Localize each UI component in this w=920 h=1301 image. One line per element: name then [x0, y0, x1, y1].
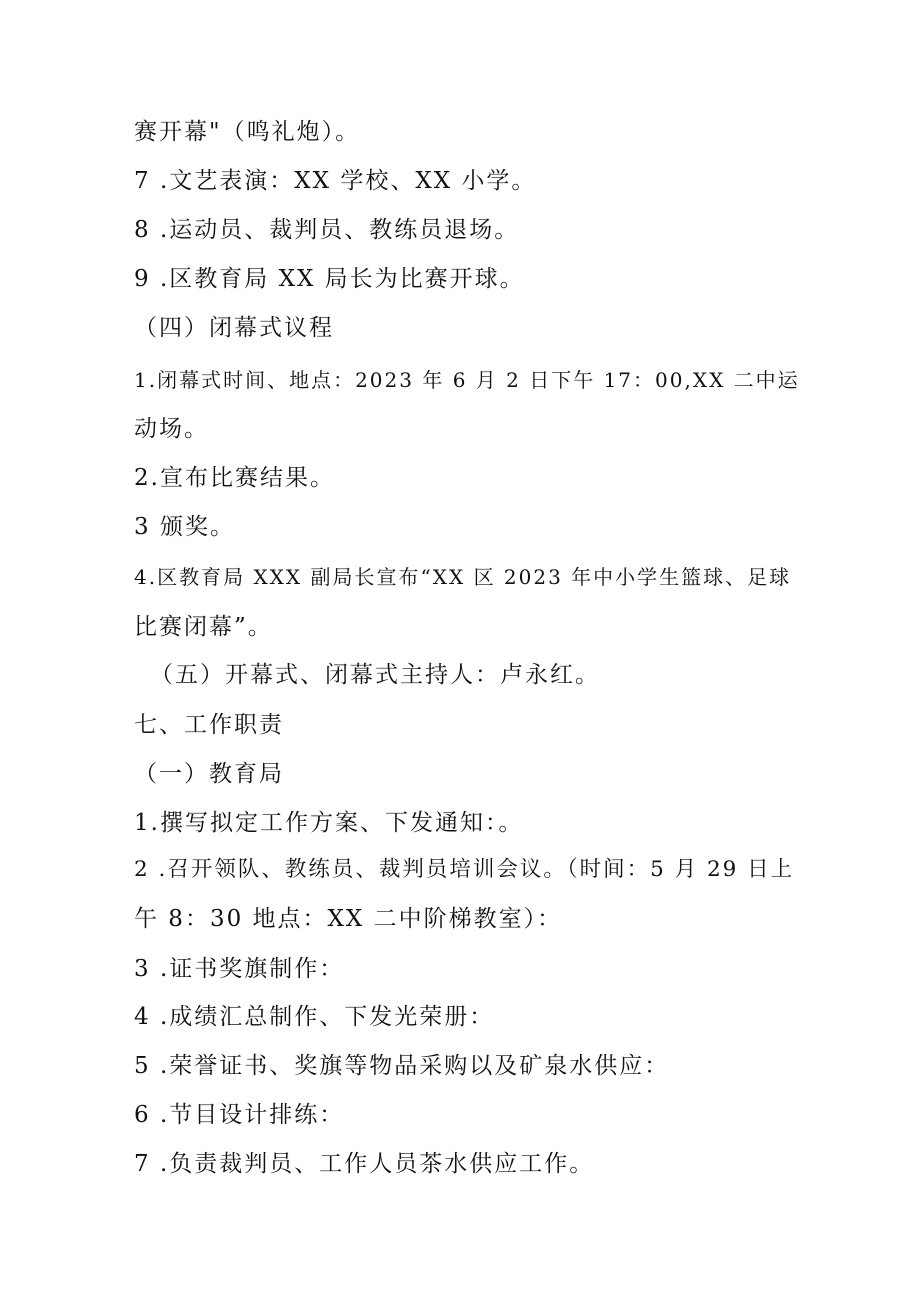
- text-line: 6 .节目设计排练：: [134, 1102, 345, 1128]
- text-line: 8 .运动员、裁判员、教练员退场。: [134, 217, 520, 243]
- section-heading: （五）开幕式、闭幕式主持人：卢永红。: [150, 662, 600, 688]
- text-line: 4.区教育局 XXX 副局长宣布“XX 区 2023 年中小学生篮球、足球: [134, 565, 792, 589]
- text-line: 2 .召开领队、教练员、裁判员培训会议。（时间：5 月 29 日上: [134, 857, 795, 882]
- text-line: 1.撰写拟定工作方案、下发通知：。: [134, 810, 524, 836]
- text-line: 3 颁奖。: [134, 514, 235, 540]
- text-line: 午 8：30 地点：XX 二中阶梯教室）：: [134, 906, 563, 932]
- text-line: 动场。: [134, 416, 209, 442]
- text-line: 5 .荣誉证书、奖旗等物品采购以及矿泉水供应：: [134, 1053, 670, 1079]
- section-heading: （四）闭幕式议程: [134, 315, 334, 341]
- text-line: 2.宣布比赛结果。: [134, 465, 335, 491]
- text-line: 3 .证书奖旗制作：: [134, 956, 345, 982]
- text-line: 9 .区教育局 XX 局长为比赛开球。: [134, 266, 525, 292]
- text-line: 7 .负责裁判员、工作人员茶水供应工作。: [134, 1151, 595, 1177]
- chapter-heading: 七、工作职责: [134, 712, 284, 738]
- section-heading: （一）教育局: [134, 761, 284, 787]
- text-line: 赛开幕"（鸣礼炮）。: [134, 119, 361, 145]
- text-line: 7 .文艺表演：XX 学校、XX 小学。: [134, 168, 537, 194]
- text-line: 1.闭幕式时间、地点：2023 年 6 月 2 日下午 17：00,XX 二中运: [134, 368, 800, 392]
- text-line: 比赛闭幕”。: [134, 614, 273, 640]
- text-line: 4 .成绩汇总制作、下发光荣册：: [134, 1004, 495, 1030]
